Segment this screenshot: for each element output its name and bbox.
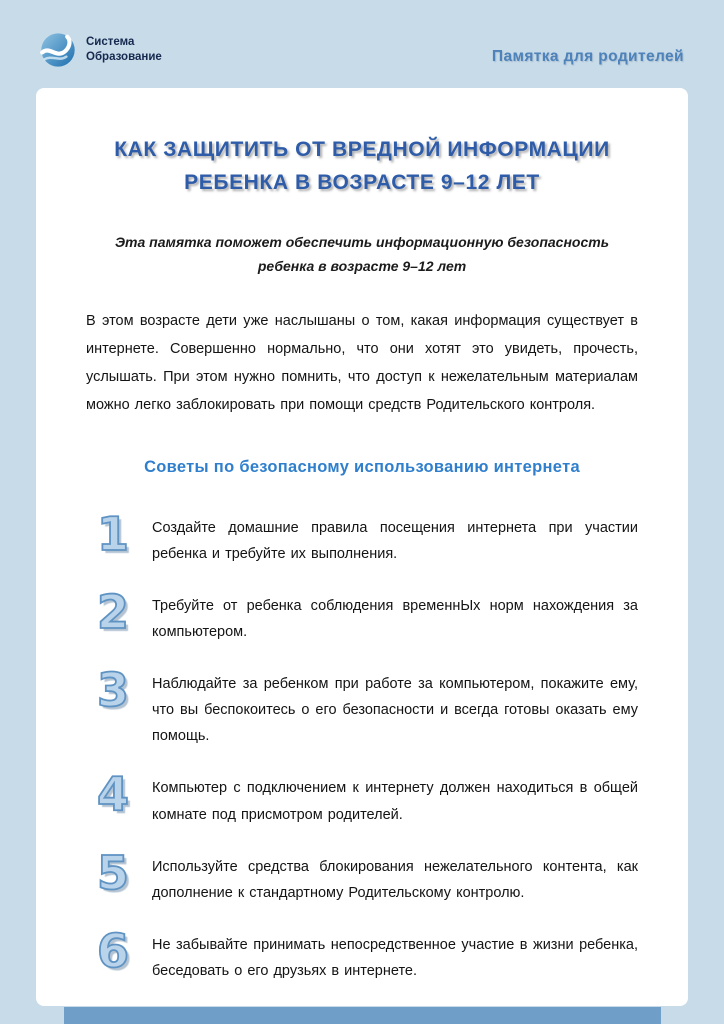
document-card (36, 88, 688, 1006)
tip-text-1: Создайте домашние правила посещения интернета при участии ребенка и требуйте их выполнения. (152, 519, 638, 562)
document-subtitle-line1: Эта памятка поможет обеспечить информационную безопасность (114, 234, 610, 251)
logo-text (86, 35, 162, 65)
tip-item-1 (94, 506, 638, 567)
tip-item-5 (94, 845, 638, 906)
tip-text-6: Не забывайте принимать непосредственное участие в жизни ребенка, беседовать о его друзьях в интернете. (152, 936, 638, 979)
tip-number-1: 1 (96, 506, 129, 561)
tip-number-3: 3 (96, 663, 129, 718)
document-title-line2: РЕБЕНКА В ВОЗРАСТЕ 9–12 ЛЕТ (184, 170, 540, 194)
tips-heading: Советы по безопасному использованию интернета (144, 457, 580, 476)
tip-number-6: 6 (96, 923, 129, 978)
tip-item-2 (94, 584, 638, 645)
tip-text-5: Используйте средства блокирования нежелательного контента, как дополнение к стандартному Родительскому контролю. (152, 858, 638, 901)
tips-list (94, 506, 638, 984)
tip-number-2: 2 (96, 584, 129, 639)
document-subtitle-line2: ребенка в возрасте 9–12 лет (257, 257, 467, 274)
header (38, 30, 684, 70)
tip-item-4 (94, 767, 638, 827)
document-subtitle (64, 231, 660, 279)
document-title (64, 134, 660, 199)
tip-text-2: Требуйте от ребенка соблюдения временнЫх норм нахождения за компьютером. (152, 597, 638, 641)
intro-paragraph: В этом возрасте дети уже наслышаны о том, какая информация существует в интернете. Совершенно нормально, что они хотят это увидеть, прочесть, услышать. При этом нужно помнить, что доступ к нежелательным материалам можно легко заблокировать при помощи средств Родительского контроля. (86, 312, 638, 414)
tip-number-4: 4 (96, 767, 129, 822)
logo-sphere-icon (38, 30, 78, 70)
memo-badge: Памятка для родителей (491, 48, 684, 65)
logo-line1: Система (86, 36, 135, 49)
tip-item-3 (94, 663, 638, 749)
tip-item-6 (94, 923, 638, 984)
tip-text-4: Компьютер с подключением к интернету должен находиться в общей комнате под присмотром родителей. (152, 780, 638, 823)
logo-line2: Образование (86, 51, 162, 63)
footer-bar (64, 1007, 661, 1024)
tip-text-3: Наблюдайте за ребенком при работе за компьютером, покажите ему, что вы беспокоитесь о его безопасности и всегда готовы оказать ему помощь. (152, 676, 638, 745)
tip-number-5: 5 (96, 845, 129, 900)
logo (38, 30, 162, 70)
document-title-line1: КАК ЗАЩИТИТЬ ОТ ВРЕДНОЙ ИНФОРМАЦИИ (114, 138, 610, 161)
